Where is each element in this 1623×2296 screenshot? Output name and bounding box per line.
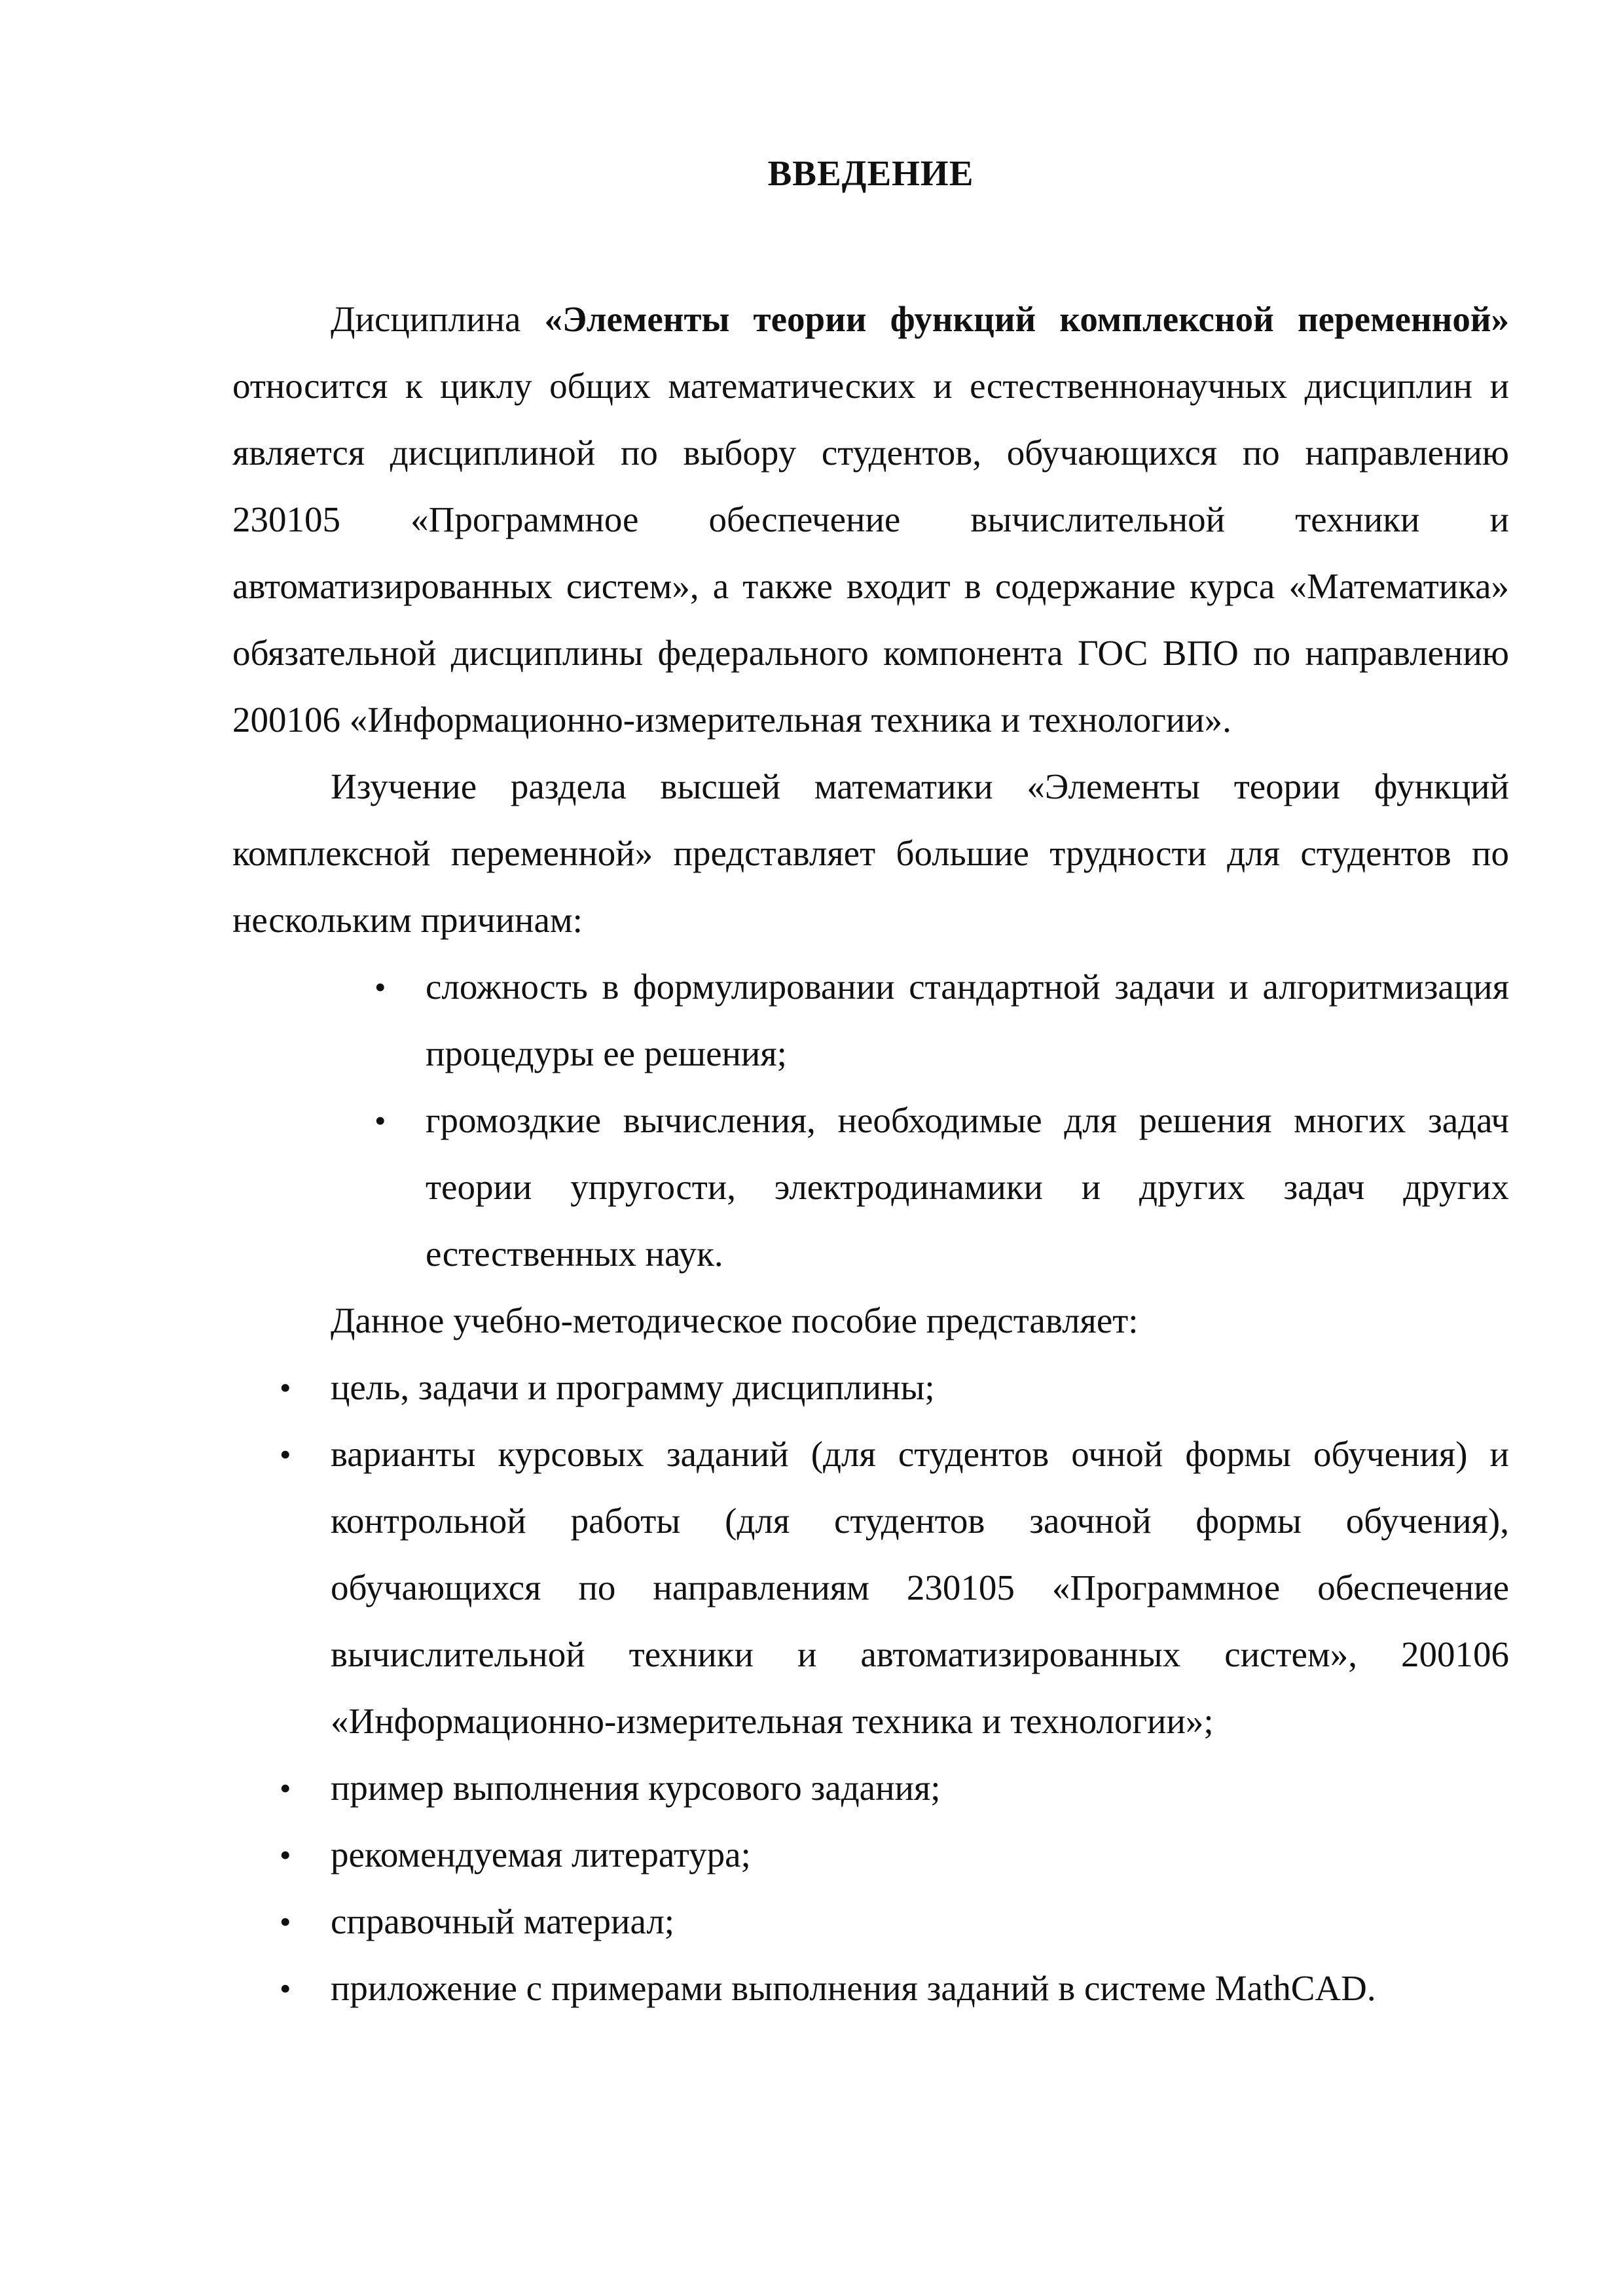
list-item <box>280 1755 1509 1821</box>
list-item <box>374 1087 1509 1287</box>
reasons-list <box>232 954 1509 1287</box>
bullet-icon: • <box>374 1102 386 1139</box>
bullet-icon: • <box>280 1369 291 1406</box>
contents-intro-paragraph: Данное учебно-методическое пособие представляет: <box>331 1300 1139 1340</box>
list-item <box>280 1955 1509 2022</box>
list-item-text: рекомендуемая литература; <box>331 1835 751 1874</box>
bullet-icon: • <box>280 1903 291 1940</box>
list-item-text: справочный материал; <box>331 1901 675 1941</box>
bullet-icon: • <box>280 1436 291 1473</box>
list-item <box>280 1821 1509 1888</box>
contents-list <box>232 1354 1509 2022</box>
list-item-text: пример выполнения курсового задания; <box>331 1768 941 1808</box>
intro-paragraph <box>232 286 1509 753</box>
list-item-text: сложность в формулировании стандартной задачи и алгоритмизация процедуры ее решения; <box>426 967 1509 1073</box>
intro-lead: Дисциплина <box>331 299 545 339</box>
bullet-icon: • <box>280 1770 291 1806</box>
intro-rest: относится к циклу общих математических и естественнонаучных дисциплин и является дисциплиной по выбору студентов, обучающихся по направлению 230105 «Программное обеспечение вычислительной техники и автоматизированных систем», а также входит в содержание курса «Математика» обязательной дисциплины федерального компонента ГОС ВПО по направлению 200106 «Информационно-измерительная техника и технологии». <box>232 366 1509 740</box>
page-title: ВВЕДЕНИЕ <box>767 153 974 193</box>
bullet-icon: • <box>280 1837 291 1873</box>
list-item <box>280 1354 1509 1421</box>
list-item <box>280 1421 1509 1755</box>
document-page <box>232 141 1509 2022</box>
list-item-text: варианты курсовых заданий (для студентов очной формы обучения) и контрольной работы (для студентов заочной формы обучения), обучающихся по направлениям 230105 «Программное обеспечение вычислительной техники и автоматизированных систем», 200106 «Информационно-измерительная техника и технологии»; <box>331 1434 1509 1741</box>
list-item <box>280 1888 1509 1955</box>
bullet-icon: • <box>374 969 386 1005</box>
list-item-text: цель, задачи и программу дисциплины; <box>331 1367 935 1407</box>
bullet-icon: • <box>280 1970 291 2007</box>
list-item-text: приложение с примерами выполнения заданий в системе MathCAD. <box>331 1968 1376 2008</box>
difficulty-paragraph: Изучение раздела высшей математики «Элементы теории функций комплексной переменной» представляет большие трудности для студентов по нескольким причинам: <box>232 766 1509 940</box>
discipline-name: «Элементы теории функций комплексной переменной» <box>544 299 1510 339</box>
list-item-text: громоздкие вычисления, необходимые для решения многих задач теории упругости, электродинамики и других задач других естественных наук. <box>426 1100 1509 1274</box>
list-item <box>374 954 1509 1087</box>
